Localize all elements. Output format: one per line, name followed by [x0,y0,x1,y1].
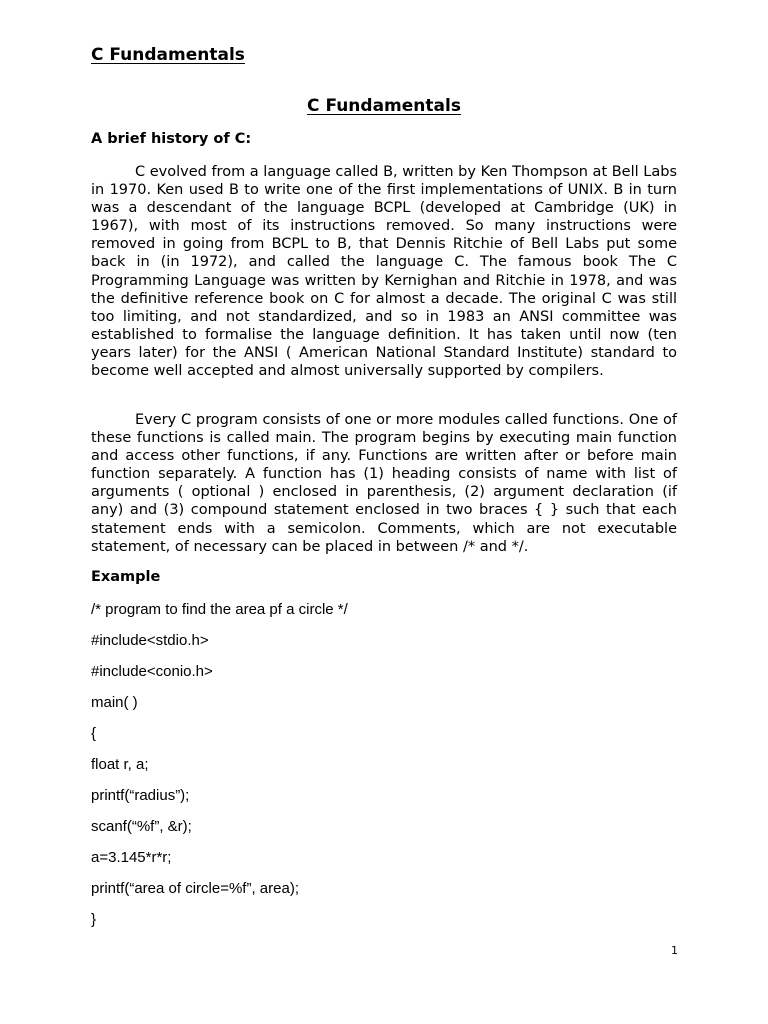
page-header: C Fundamentals [91,45,245,65]
document-title: C Fundamentals [307,96,461,116]
code-line: } [91,911,97,928]
code-listing [91,600,348,941]
page-number: 1 [671,944,678,957]
code-line: main( ) [91,694,138,711]
code-line: #include<conio.h> [91,663,213,680]
code-line: printf(“radius”); [91,787,190,804]
code-line: #include<stdio.h> [91,632,209,649]
code-line: /* program to find the area pf a circle */ [91,601,348,618]
example-label: Example [91,569,161,585]
code-line: a=3.145*r*r; [91,849,172,866]
functions-paragraph [91,411,677,556]
history-paragraph-text: C evolved from a language called B, written by Ken Thompson at Bell Labs in 1970. Ken used B to write one of the first implementations of UNIX. B in turn was a descendant of the language BCPL (developed at Cambridge (UK) in 1967), with most of its instructions removed. So many instructions were removed in going from BCPL to B, that Dennis Ritchie of Bell Labs put some back in (in 1972), and called the language C. The famous book The C Programming Language was written by Kernighan and Ritchie in 1978, and was the definitive reference book on C for almost a decade. The original C was still too limiting, and not standardized, and so in 1983 an ANSI committee was established to formalise the language definition. It has taken until now (ten years later) for the ANSI ( American National Standard Institute) standard to become well accepted and almost universally supported by compilers. [91,164,677,380]
history-paragraph [91,163,677,380]
code-line: { [91,725,97,742]
code-line: scanf(“%f”, &r); [91,818,192,835]
functions-paragraph-text: Every C program consists of one or more modules called functions. One of these functions is called main. The program begins by executing main function and access other functions, if any. Functions are written after or before main function separately. A function has (1) heading consists of name with list of arguments ( optional ) enclosed in parenthesis, (2) argument declaration (if any) and (3) compound statement enclosed in two braces { } such that each statement ends with a semicolon. Comments, which are not executable statement, of necessary can be placed in between /* and */. [91,412,677,555]
code-line: float r, a; [91,756,149,773]
code-line: printf(“area of circle=%f”, area); [91,880,299,897]
section-heading: A brief history of C: [91,131,252,147]
